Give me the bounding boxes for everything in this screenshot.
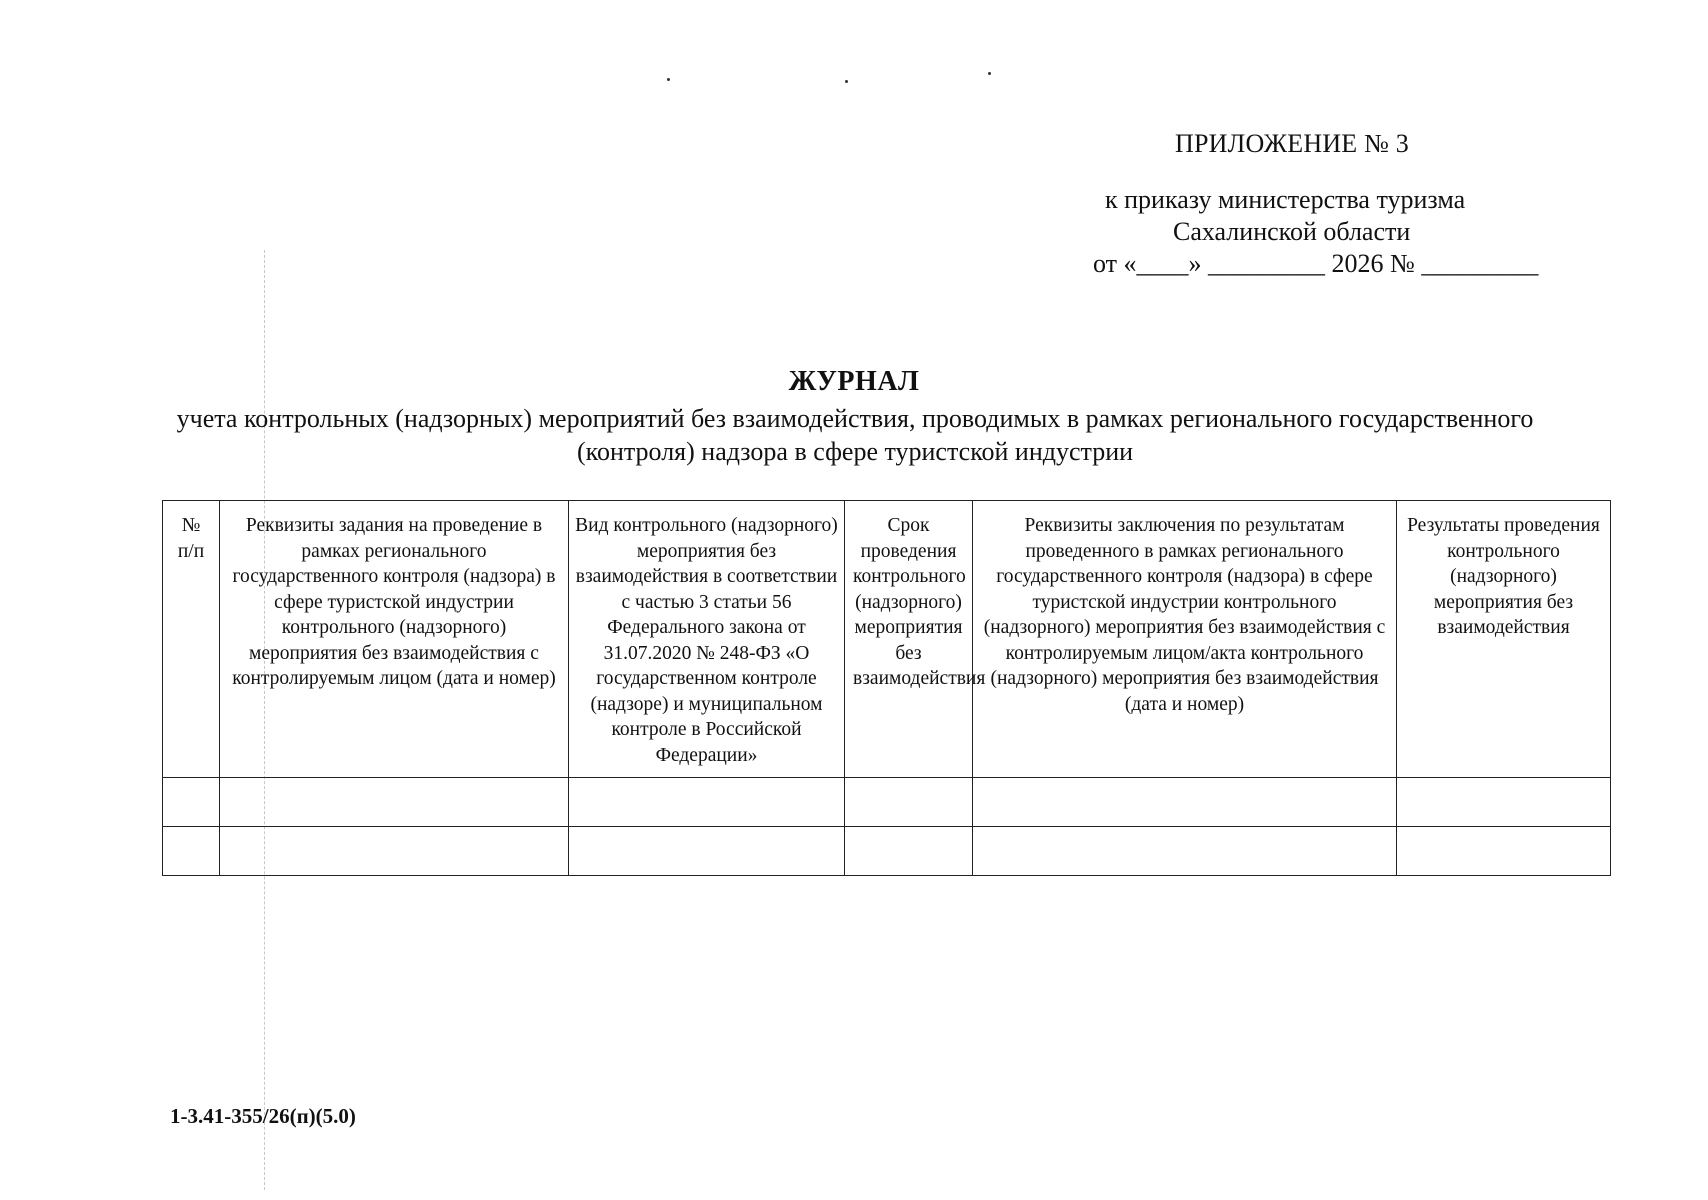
header-cell-task-details: Реквизиты задания на проведение в рамках регионального государственного контроля (надзора) в сфере туристской индустрии контрольного (надзорного) мероприятия без взаимодействия с контролируемым лицом (дата и номер) bbox=[220, 501, 569, 778]
header-cell-number: № п/п bbox=[163, 501, 220, 778]
journal-title: ЖУРНАЛ bbox=[788, 366, 920, 397]
appendix-date-number-line: от «____» _________ 2026 № _________ bbox=[1093, 249, 1539, 278]
journal-subtitle: учета контрольных (надзорных) мероприятий без взаимодействия, проводимых в рамках регионального государственного (контроля) надзора в сфере туристской индустрии bbox=[176, 404, 1534, 466]
table-cell bbox=[163, 778, 220, 827]
header-cell-event-type: Вид контрольного (надзорного) мероприятия без взаимодействия в соответствии с частью 3 статьи 56 Федерального закона от 31.07.2020 № 248-ФЗ «О государственном контроле (надзоре) и муниципальном контроле в Российской Федерации» bbox=[569, 501, 845, 778]
table-cell bbox=[1397, 827, 1611, 876]
header-cell-conclusion-details: Реквизиты заключения по результатам проведенного в рамках регионального государственного контроля (надзора) в сфере туристской индустрии контрольного (надзорного) мероприятия без взаимодействия с контролируемым лицом/акта контрольного (надзорного) мероприятия без взаимодействия (дата и номер) bbox=[973, 501, 1397, 778]
table-cell bbox=[845, 778, 973, 827]
table-cell bbox=[845, 827, 973, 876]
table-cell bbox=[569, 827, 845, 876]
appendix-region-line: Сахалинской области bbox=[1173, 217, 1411, 246]
table-row bbox=[163, 778, 1611, 827]
scan-speck bbox=[988, 72, 991, 75]
appendix-title: ПРИЛОЖЕНИЕ № 3 bbox=[1175, 129, 1409, 158]
table-cell bbox=[1397, 778, 1611, 827]
table-cell bbox=[569, 778, 845, 827]
header-cell-duration: Срок проведения контрольного (надзорного) мероприятия без взаимодействия bbox=[845, 501, 973, 778]
table-cell bbox=[220, 778, 569, 827]
table-cell bbox=[973, 827, 1397, 876]
journal-table bbox=[162, 500, 1611, 876]
table-cell bbox=[973, 778, 1397, 827]
table-cell bbox=[220, 827, 569, 876]
appendix-order-line: к приказу министерства туризма bbox=[1105, 185, 1466, 214]
document-code: 1-3.41-355/26(п)(5.0) bbox=[170, 1104, 356, 1128]
table-row bbox=[163, 827, 1611, 876]
table-cell bbox=[163, 827, 220, 876]
scan-speck bbox=[667, 78, 670, 81]
header-cell-results: Результаты проведения контрольного (надзорного) мероприятия без взаимодействия bbox=[1397, 501, 1611, 778]
table-header-row bbox=[163, 501, 1611, 778]
scan-speck bbox=[845, 80, 848, 83]
